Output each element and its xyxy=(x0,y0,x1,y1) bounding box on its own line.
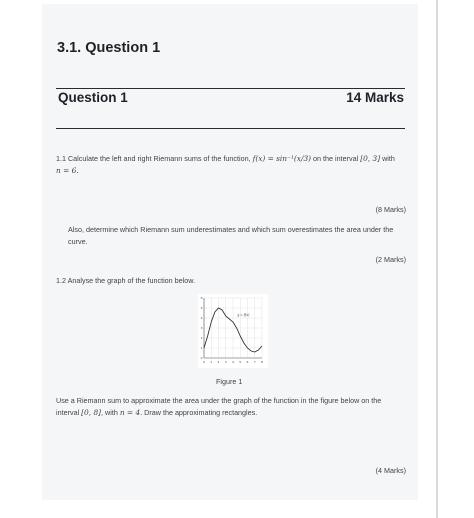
q1-1-part-b-text: Also, determine which Riemann sum underestimates and which sum overestimates the area under the curve. xyxy=(68,225,394,246)
x-tick-label: 3 xyxy=(224,360,227,364)
q1-2-n: n = 4 xyxy=(119,408,141,417)
divider-top xyxy=(56,88,405,89)
q1-2-marks: (4 Marks) xyxy=(375,466,406,475)
y-tick-label: 4 xyxy=(200,316,203,320)
function-graph xyxy=(198,294,268,368)
y-tick-label: 6 xyxy=(200,296,203,300)
q1-1-with: with xyxy=(382,154,395,163)
x-tick-label: 1 xyxy=(210,360,213,364)
x-tick-label: 0 xyxy=(203,360,205,364)
q1-1-marks: (8 Marks) xyxy=(375,205,406,214)
q1-2-interval: [0, 8] xyxy=(81,408,102,417)
question-marks: 14 Marks xyxy=(346,90,404,105)
q1-1-function: f(x) = sin⁻¹(x/3) xyxy=(252,154,312,163)
question-1-1-text xyxy=(56,153,406,177)
y-tick-label: 5 xyxy=(200,306,203,310)
q1-1-interval: [0, 3] xyxy=(360,154,381,163)
q1-1-prefix: 1.1 Calculate the left and right Riemann sums of the function, xyxy=(56,154,251,163)
y-tick-label: 2 xyxy=(200,336,203,340)
y-tick-label: 0 xyxy=(200,356,203,360)
q1-1-part-b-marks: (2 Marks) xyxy=(375,255,406,264)
q1-2-text-a: Use a Riemann sum to approximate the area under the graph of the function in the figure below on the interval xyxy=(56,396,382,417)
section-title: 3.1. Question 1 xyxy=(57,40,161,56)
window-edge xyxy=(436,0,438,518)
divider-bottom xyxy=(56,128,405,129)
q1-2-instruction-text xyxy=(56,395,401,419)
question-title: Question 1 xyxy=(58,90,128,105)
legend-label: y = f(x) xyxy=(237,313,250,317)
x-tick-label: 5 xyxy=(239,360,242,364)
q1-1-n: n = 6. xyxy=(56,166,79,175)
x-tick-label: 6 xyxy=(246,360,249,364)
x-tick-label: 2 xyxy=(217,360,220,364)
y-tick-label: 1 xyxy=(200,346,203,350)
q1-2-text-b: , with xyxy=(101,408,118,417)
figure-1 xyxy=(198,294,268,368)
y-tick-label: 3 xyxy=(200,326,203,330)
x-tick-label: 8 xyxy=(261,360,263,364)
x-tick-label: 4 xyxy=(232,360,234,364)
q1-1-interval-prefix: on the interval xyxy=(313,154,359,163)
q1-2-text-c: . Draw the approximating rectangles. xyxy=(140,408,258,417)
question-1-2-text: 1.2 Analyse the graph of the function below. xyxy=(56,276,196,285)
x-tick-label: 7 xyxy=(253,360,256,364)
question-card xyxy=(42,4,418,500)
figure-caption: Figure 1 xyxy=(216,377,243,386)
